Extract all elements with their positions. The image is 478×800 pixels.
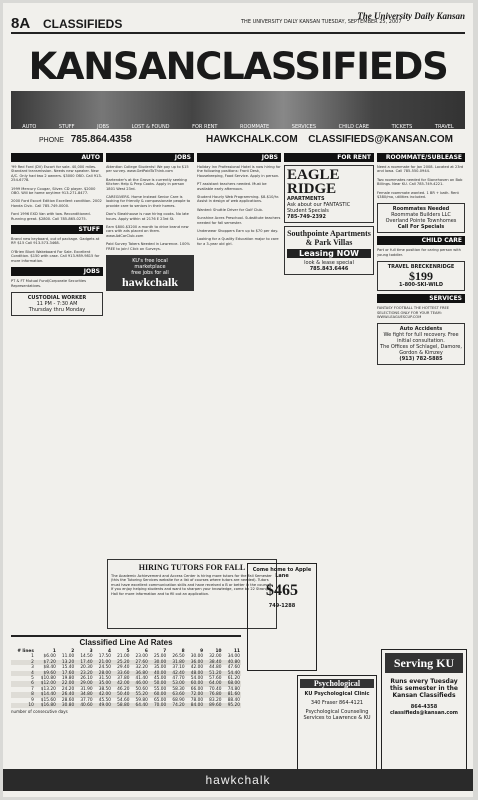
- line-ad-rates: [11, 635, 241, 767]
- rates-cell: $10.80: [40, 676, 56, 682]
- breckenridge-phone: 1-800-SKI-WILD: [399, 282, 443, 289]
- rates-cell: 37.10: [172, 665, 185, 671]
- phone-number: 785.864.4358: [70, 134, 132, 145]
- rates-cell: 3: [31, 665, 34, 671]
- rates-cell: 47.70: [172, 676, 185, 682]
- rates-cell: 31.50: [98, 676, 112, 682]
- category-label: JOBS: [97, 124, 110, 130]
- rates-cell: $12.00: [35, 681, 57, 686]
- hiring-body: The Academic Achievement and Access Center is hiring more tutors for the Fall Semester (this the Tutoring Services website for a list of courses where tutors are needed). Tutors must have excellent communication skills and have received a B or better in the course. If you enjoy helping students and want to sharpen your knowledge, come by 22 Strong Hall for more information and to fill out an application.: [111, 574, 272, 596]
- rates-header-cell: 2: [71, 649, 75, 654]
- rates-cell: 31.90: [80, 686, 93, 692]
- rates-cell: 40.80: [222, 660, 241, 665]
- rates-cell: 38.50: [98, 686, 112, 692]
- auto-ad: 1999 Mercury Cougar, Silver. CD player. $2000 OBO. Will be home anytime 913-271-8477.: [11, 186, 96, 196]
- rates-cell: 57.60: [209, 676, 222, 682]
- rates-cell: 25.20: [112, 660, 130, 665]
- rates-title: Classified Line Ad Rates: [79, 638, 173, 647]
- custodial-days: Thursday thru Monday: [28, 306, 86, 313]
- stuff-ad: Brand new keyboard, out of package. Gadgets at RP. $15 Call 913-573-3468.: [11, 237, 100, 246]
- rates-cell: 47.60: [227, 665, 240, 671]
- email-link[interactable]: CLASSIFIEDS@KANSAN.COM: [308, 134, 453, 145]
- rates-cell: 74.20: [167, 703, 185, 708]
- rates-cell: 42.40: [167, 671, 185, 676]
- services-ad: FANTASY FOOTBALL THE HOTTEST FREE SELECTIONS ONLY FOR YOUR TEAM: WWW.LEAGUESCUP.COM: [377, 306, 450, 320]
- rates-cell: 40.00: [149, 671, 167, 676]
- rates-cell: $14.40: [35, 692, 57, 697]
- rates-cell: 35.00: [153, 665, 167, 671]
- hawkchalk-line3: free jobs for all: [131, 270, 169, 277]
- hawkchalk-line2: marketplace: [134, 264, 166, 271]
- rates-cell: $16.80: [35, 703, 57, 708]
- rates-cell: 35.00: [94, 681, 112, 686]
- rates-cell: $9.60: [35, 671, 57, 676]
- breckenridge-price: $199: [409, 269, 433, 284]
- roommate-box-title: Roommates Needed: [392, 206, 450, 213]
- rates-cell: 54.40: [222, 671, 241, 676]
- category-label: CHILD CARE: [338, 124, 370, 130]
- southpointe-sub: look & lease special: [304, 260, 354, 266]
- rates-cell: 29.40: [117, 665, 130, 671]
- stuff-ad: O'Brien Blunt Wakeboard For Sale. Excellent Condition. $150 with case. Call 913-989-9815 for more information.: [11, 249, 100, 263]
- jobs-ad: Bartender's at the Grove is currently seeking Kitchen Help & Prep Cooks. Apply in person 1801 West 23rd.: [106, 177, 187, 191]
- rates-cell: 68.90: [172, 697, 185, 703]
- column-jobs: [106, 153, 194, 603]
- rates-cell: 32.20: [135, 665, 148, 671]
- page-header: [11, 11, 465, 32]
- rates-header-cell: 4: [108, 649, 112, 654]
- rates-body: [11, 654, 241, 708]
- rates-cell: 51.20: [204, 671, 222, 676]
- footer-hawkchalk-banner[interactable]: hawkchalk: [3, 769, 473, 791]
- jobs-ad: Don's Steakhouse is now hiring cooks. No late hours. Apply within at 2176 E 23rd St.: [106, 212, 189, 221]
- rates-cell: 22.00: [57, 681, 75, 686]
- psych-address: 340 Fraser 864-4121: [310, 700, 364, 706]
- jobs-ad: Underwear Shoppers Earn up to $70 per day.: [197, 229, 278, 234]
- masthead: KANSANCLASSIFIEDS: [28, 45, 448, 88]
- psych-services: Psychological Counseling Services to Lawrence & KU: [303, 709, 371, 721]
- rates-cell: 58.80: [112, 703, 130, 708]
- section-name: CLASSIFIEDS: [43, 17, 123, 31]
- rates-cell: 95.20: [222, 703, 241, 708]
- rates-cell: 24.50: [98, 665, 112, 671]
- breckenridge-ad[interactable]: [377, 261, 465, 291]
- rates-header-cell: 11: [234, 649, 240, 654]
- rates-cell: 21.00: [117, 654, 130, 660]
- rates-cell: 68.00: [222, 681, 241, 686]
- classifieds-page: [3, 3, 473, 797]
- rates-cell: 26.40: [57, 692, 75, 697]
- rates-cell: $15.60: [40, 697, 56, 703]
- rates-cell: 55.00: [153, 686, 167, 692]
- serving-ku-phone: 864-4358: [410, 704, 438, 710]
- rates-cell: 5: [31, 676, 34, 682]
- eagle-ridge-line2: RIDGE: [287, 181, 337, 197]
- rates-cell: 45.00: [153, 676, 167, 682]
- rates-cell: 42.00: [190, 665, 204, 671]
- category-label: SERVICES: [291, 124, 317, 130]
- services-heading: SERVICES: [377, 294, 465, 303]
- psych-heading: Psychological: [300, 679, 374, 688]
- rates-cell: 42.00: [112, 681, 130, 686]
- rates-cell: 81.60: [222, 692, 241, 697]
- jobs-ad: PT assistant teachers needed. Must be available early afternoon.: [197, 182, 267, 191]
- rates-header-cell: 7: [163, 649, 167, 654]
- header-rule: [11, 32, 465, 34]
- custodial-title: CUSTODIAL WORKER: [27, 294, 87, 301]
- auto-ad: 2000 Ford Escort Edition Excellent condition. 2002 Honda Civic. Call 785-749-0000.: [11, 199, 102, 208]
- serving-ku-text: Runs every Tuesday this semester in the Kansan Classifieds: [389, 678, 458, 699]
- rates-cell: 25.00: [153, 654, 167, 660]
- classified-columns: [11, 153, 465, 603]
- rates-cell: 17.50: [98, 654, 112, 660]
- rates-header-cell: 10: [215, 649, 222, 654]
- rates-cell: 70.00: [149, 703, 167, 708]
- rates-row: [11, 703, 241, 708]
- column-jobs-2: [197, 153, 281, 603]
- jobs-ad: Holiday Inn Professional Hotel is now hiring for the following positions: Front Desk, Housekeeping, Food Service. Apply in person.: [197, 165, 281, 178]
- jobs-heading-2: JOBS: [197, 153, 281, 162]
- rates-cell: 42.00: [94, 692, 112, 697]
- rates-cell: 21.00: [94, 660, 112, 665]
- eagle-ridge-line3: APARTMENTS: [287, 196, 325, 202]
- auto-ad: Ford 1996 EXD Van with tow. Reconditioned. Running great. $2800. Call 785-865-0275.: [11, 212, 91, 221]
- rates-cell: 70.40: [209, 686, 222, 692]
- auto-accidents-firm: The Offices of Schlagel, Damore, Gordon & Kimzey: [380, 344, 462, 357]
- rates-header-cell: 3: [89, 649, 93, 654]
- rates-cell: 61.20: [227, 676, 240, 682]
- rates-cell: 33.60: [112, 671, 130, 676]
- rates-cell: $6.00: [43, 654, 56, 660]
- rates-cell: 36.80: [130, 671, 148, 676]
- rates-header-cell: 9: [200, 649, 204, 654]
- hawkchalk-ad[interactable]: [106, 255, 194, 291]
- eagle-ridge-phone: 785-749-2392: [287, 214, 326, 220]
- website-link[interactable]: HAWKCHALK.COM: [206, 134, 298, 145]
- child-care-ad: Part or full time position for caring person with young toddler.: [377, 248, 461, 257]
- eagle-ridge-tagline: Ask about our FANTASTIC Student Specials: [287, 202, 351, 214]
- rates-cell: 2: [11, 660, 35, 665]
- rates-cell: 30.00: [190, 654, 204, 660]
- rates-cell: 53.00: [167, 681, 185, 686]
- jobs-ad: Earn $800-$3200 a month to drive brand new cars with ads placed on them. www.AdCarClub.com: [106, 225, 189, 238]
- rates-cell: 15.40: [61, 665, 75, 671]
- rates-cell: 31.80: [167, 660, 185, 665]
- rates-cell: 65.00: [153, 697, 167, 703]
- rates-cell: 41.40: [135, 676, 148, 682]
- contact-bar: [11, 132, 465, 146]
- rates-cell: 50.00: [149, 681, 167, 686]
- category-label: TICKETS: [391, 124, 413, 130]
- rates-cell: 66.00: [190, 686, 204, 692]
- roommate-box-ad[interactable]: [377, 203, 465, 233]
- rates-cell: 74.80: [227, 686, 240, 692]
- jobs-ad: CAREGIVERS. Home Instead Senior Care is looking for friendly & compassionate people to provide care to seniors in their homes.: [106, 195, 191, 208]
- rates-cell: 27.60: [130, 660, 148, 665]
- custodial-hours: 11 PM - 7:30 AM: [36, 300, 78, 307]
- rates-cell: 11.00: [61, 654, 75, 660]
- column-roommate: [377, 153, 465, 603]
- rates-cell: 30.80: [57, 703, 75, 708]
- for-rent-heading: FOR RENT: [284, 153, 374, 162]
- auto-accidents-title: Auto Accidents: [399, 326, 443, 333]
- rates-cell: 8: [11, 692, 35, 697]
- rates-cell: 46.00: [130, 681, 148, 686]
- rates-cell: 26.10: [80, 676, 93, 682]
- rates-cell: 60.00: [149, 692, 167, 697]
- rates-cell: 13.20: [57, 660, 75, 665]
- category-label: TRAVEL: [434, 124, 454, 130]
- rates-cell: 50.40: [112, 692, 130, 697]
- rates-cell: 54.00: [190, 676, 204, 682]
- rates-cell: 36.00: [186, 660, 204, 665]
- hiring-title: HIRING TUTORS FOR FALL: [138, 563, 246, 572]
- roommate-box-company: Roommate Builders LLC: [391, 212, 451, 219]
- category-label: ROOMMATE: [239, 124, 270, 130]
- auto-accidents-phone: (913) 782-5885: [399, 356, 443, 363]
- rates-cell: 20.30: [80, 665, 93, 671]
- rates-table: [11, 649, 241, 708]
- rates-cell: 59.80: [135, 697, 148, 703]
- rates-cell: 83.20: [209, 697, 222, 703]
- newspaper-flag: The University Daily Kansan: [357, 11, 465, 21]
- jobs-ad: Wanted: Shuttle Driver for Golf Club.: [197, 207, 263, 212]
- rates-cell: 58.30: [172, 686, 185, 692]
- rates-cell: 45.50: [98, 697, 112, 703]
- southpointe-title: Southpointe Apartments & Park Villas: [287, 229, 371, 247]
- roommate-box-sub: Overland Pointe Townhomes: [385, 218, 457, 225]
- rates-cell: 60.00: [186, 681, 204, 686]
- category-label: LOST & FOUND: [131, 124, 170, 130]
- auto-accidents-sub: We fight for full recovery. Free initial consultation.: [383, 332, 459, 345]
- rates-cell: 4: [11, 671, 35, 676]
- hawkchalk-brand: hawkchalk: [121, 275, 179, 290]
- rates-cell: 6: [11, 681, 35, 686]
- phone-contact: [39, 134, 132, 145]
- rates-cell: 55.20: [130, 692, 148, 697]
- rates-cell: 72.00: [186, 692, 204, 697]
- rates-cell: 37.70: [80, 697, 93, 703]
- rates-cell: 37.80: [117, 676, 130, 682]
- auto-accidents-ad[interactable]: [377, 323, 465, 365]
- rates-cell: 78.00: [190, 697, 204, 703]
- column-for-rent: [284, 153, 374, 603]
- auto-heading: AUTO: [11, 153, 103, 162]
- rates-cell: 23.20: [75, 671, 93, 676]
- rates-cell: $13.20: [40, 686, 56, 692]
- rates-header-cell: 8: [181, 649, 185, 654]
- column-auto: [11, 153, 103, 603]
- rates-cell: 64.40: [130, 703, 148, 708]
- eagle-ridge-line1: EAGLE: [287, 167, 340, 183]
- rates-cell: $8.40: [43, 665, 56, 671]
- jobs-ad: Attention College Students! We pay up to $15 per survey. www.GetPaidToThink.com: [106, 165, 189, 174]
- rates-cell: 44.80: [209, 665, 222, 671]
- rates-cell: 63.60: [167, 692, 185, 697]
- section-number: 8A: [11, 15, 31, 32]
- rates-cell: 49.00: [94, 703, 112, 708]
- category-label: AUTO: [22, 124, 37, 130]
- rates-cell: 54.60: [117, 697, 130, 703]
- category-label: FOR RENT: [192, 124, 218, 130]
- rates-header-cell: 1: [52, 649, 56, 654]
- roommate-ad: Two roommates needed for Stonehaven on Bob Billings. Near KU. Call 785-749-4221.: [377, 177, 463, 187]
- jobs-ad: Paid Survey Takers Needed in Lawrence. 100% FREE to join! Click on Surveys.: [106, 242, 190, 251]
- rates-cell: 32.00: [209, 654, 222, 660]
- hawkchalk-line1: KU's free local: [132, 258, 168, 265]
- rates-cell: 29.00: [75, 681, 93, 686]
- rates-cell: 38.40: [204, 660, 222, 665]
- jobs-heading: JOBS: [106, 153, 194, 162]
- apple-lane-title: Come home to Apple Lane: [252, 567, 312, 579]
- jobs-ad: Looking for a Quality Education major to care for a 3-year old girl.: [197, 237, 279, 246]
- rates-cell: 64.00: [204, 681, 222, 686]
- category-strip-labels: [11, 124, 465, 132]
- rates-header-cell: 6: [144, 649, 148, 654]
- phone-label: PHONE: [39, 137, 64, 144]
- rates-cell: 30.00: [149, 660, 167, 665]
- psychological-clinic-ad[interactable]: [297, 675, 377, 771]
- rates-cell: 14.50: [80, 654, 93, 660]
- jobs-ad: Student Hourly Web Programming. $8-$10/hr. Assist in design of web applications.: [197, 195, 280, 204]
- rates-cell: 50.60: [135, 686, 148, 692]
- serving-ku-ad[interactable]: [381, 649, 467, 771]
- rates-cell: 19.80: [61, 676, 75, 682]
- stuff-heading: STUFF: [11, 225, 103, 234]
- rates-note: number of consecutive days: [11, 709, 68, 715]
- roommate-heading: ROOMMATE/SUBLEASE: [377, 153, 465, 162]
- rates-cell: 24.20: [61, 686, 75, 692]
- rates-header-cell: # lines: [17, 649, 34, 654]
- rates-header-cell: 5: [126, 649, 130, 654]
- date-line: THE UNIVERSITY DAILY KANSAN TUESDAY, SEPTEMBER 25, 2007: [241, 19, 402, 25]
- rates-cell: 84.00: [186, 703, 204, 708]
- apple-lane-phone: 749-1288: [268, 603, 296, 609]
- rates-cell: 28.60: [61, 697, 75, 703]
- rates-cell: 48.00: [186, 671, 204, 676]
- serving-ku-email: classifieds@kansan.com: [389, 710, 459, 716]
- psych-name: KU Psychological Clinic: [304, 691, 370, 697]
- rates-cell: 26.50: [172, 654, 185, 660]
- southpointe-banner: Leasing NOW: [287, 249, 371, 258]
- roommate-ad: Need a roommate for Jan 2008. Located at 23rd and Iowa. Call 785-550-0944.: [377, 165, 464, 174]
- rates-cell: $7.20: [35, 660, 57, 665]
- rates-cell: 34.00: [227, 654, 240, 660]
- rates-cell: 1: [31, 654, 34, 660]
- rates-cell: 88.40: [227, 697, 240, 703]
- rates-cell: 17.40: [75, 660, 93, 665]
- rates-cell: 7: [31, 686, 34, 692]
- rates-cell: 28.00: [94, 671, 112, 676]
- apple-lane-price: $465: [266, 582, 298, 599]
- custodial-ad: [11, 292, 103, 316]
- rates-cell: 10: [11, 703, 35, 708]
- apple-lane-ad[interactable]: [247, 563, 317, 671]
- southpointe-ad[interactable]: [284, 226, 374, 275]
- rates-cell: 17.60: [57, 671, 75, 676]
- roommate-box-cta: Call For Specials: [397, 224, 445, 231]
- auto-ad: '99 Red Ford (DV) Escort for sale. 40,000 miles. Standard transmission. Needs new speaker. New A/C. Only had two 2 owners. $3000 OBO. Call 913-254-6778.: [11, 165, 102, 183]
- child-care-heading: CHILD CARE: [377, 236, 465, 245]
- southpointe-phone: 785.843.6446: [309, 266, 349, 272]
- rates-cell: 89.60: [204, 703, 222, 708]
- rates-cell: 76.80: [204, 692, 222, 697]
- rates-cell: 46.20: [117, 686, 130, 692]
- jobs-ad: PT & FT Mutual Fund/Corporate Securities Representatives.: [11, 279, 86, 288]
- jobs-ad: Sunshine Acres Preschool. Substitute teachers needed for fall semester.: [197, 216, 281, 225]
- roommate-ad: Female roommate wanted. 1 BR + bath. Rent $380/mo, utilities included.: [377, 190, 459, 200]
- jobs-heading: JOBS: [11, 267, 103, 276]
- breckenridge-text: TRAVEL BRECKENRIDGE: [387, 264, 455, 271]
- rates-cell: 9: [31, 697, 34, 703]
- eagle-ridge-ad[interactable]: [284, 165, 374, 223]
- category-label: STUFF: [58, 124, 75, 130]
- rates-cell: 34.80: [75, 692, 93, 697]
- serving-ku-heading: Serving KU: [385, 653, 463, 673]
- rates-cell: 23.00: [135, 654, 148, 660]
- rates-cell: 40.60: [75, 703, 93, 708]
